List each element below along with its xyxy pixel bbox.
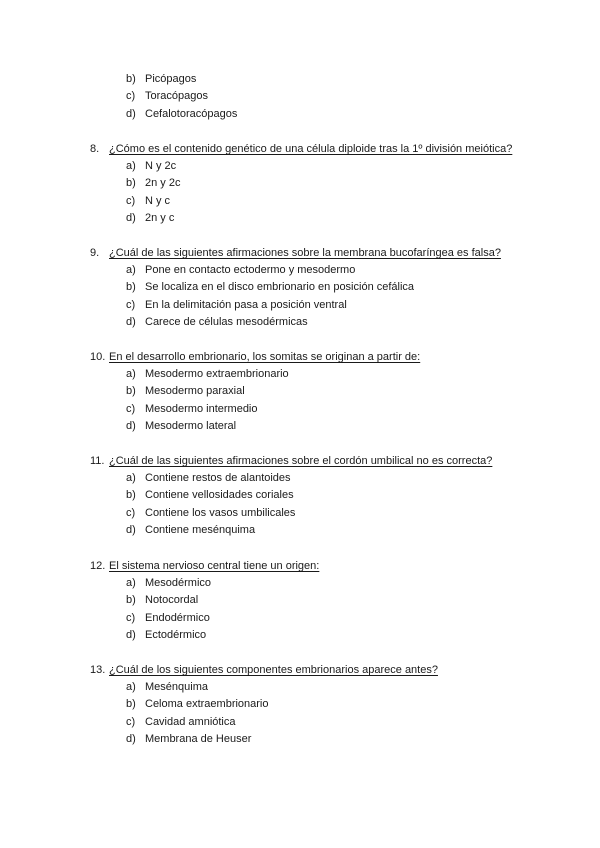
question-8 (0, 141, 600, 158)
option-text: Se localiza en el disco embrionario en posición cefálica (145, 281, 415, 294)
option-text: Mesodermo paraxial (145, 385, 245, 398)
question-11 (0, 453, 600, 470)
option-text: Cefalotoracópagos (145, 107, 238, 120)
option-text: Mesodermo intermedio (145, 402, 258, 415)
option-letter: a) (126, 681, 136, 693)
option-letter: d) (126, 107, 136, 120)
question-text: ¿Cuál de las siguientes afirmaciones sobre el cordón umbilical no es correcta? (109, 455, 493, 467)
option-text: Carece de células mesodérmicas (145, 316, 308, 329)
question-text: ¿Cuál de las siguientes afirmaciones sobre la membrana bucofaríngea es falsa? (109, 247, 501, 259)
option-text: Contiene restos de alantoides (145, 472, 291, 484)
option-text: N y c (145, 194, 171, 207)
question-9 (0, 245, 600, 262)
question-10 (0, 349, 600, 366)
question-number: 12. (90, 560, 106, 572)
question-text: ¿Cómo es el contenido genético de una célula diploide tras la 1º división meiótica? (109, 143, 513, 155)
option-letter: b) (126, 385, 136, 398)
option-text: Pone en contacto ectodermo y mesodermo (145, 264, 356, 276)
option-text: 2n y c (145, 212, 175, 225)
option-text: Endodérmico (145, 611, 210, 624)
option-letter: c) (126, 611, 136, 624)
question-13 (0, 662, 600, 679)
option-letter: c) (126, 194, 136, 207)
question-number: 11. (90, 455, 105, 467)
option-letter: d) (126, 316, 136, 329)
option-letter: a) (126, 264, 136, 276)
option-letter: c) (126, 506, 136, 519)
option-text: Celoma extraembrionario (145, 698, 269, 711)
option-letter: c) (126, 90, 136, 103)
option-letter: a) (126, 472, 136, 484)
option-letter: d) (126, 524, 136, 537)
option-text: N y 2c (145, 160, 177, 172)
question-text: ¿Cuál de los siguientes componentes embrionarios aparece antes? (109, 664, 438, 676)
option-letter: c) (126, 298, 136, 311)
option-text: Contiene mesénquima (145, 524, 256, 537)
option-text: Mesodermo extraembrionario (145, 368, 289, 380)
option-letter: a) (126, 368, 136, 380)
option-text: Mesodérmico (145, 577, 212, 589)
option-letter: d) (126, 733, 136, 746)
option-text: En la delimitación pasa a posición ventral (145, 298, 347, 311)
question-number: 10. (90, 351, 106, 363)
option-text: Cavidad amniótica (145, 715, 236, 728)
option-letter: b) (126, 281, 136, 294)
option-text: Notocordal (145, 594, 199, 607)
option-letter: a) (126, 577, 136, 589)
option-text: Mesodermo lateral (145, 420, 237, 433)
question-number: 13. (90, 664, 106, 676)
option-text: 2n y 2c (145, 177, 181, 190)
option-letter: a) (126, 160, 136, 172)
option-letter: c) (126, 715, 136, 728)
option-text: Contiene vellosidades coriales (145, 489, 294, 502)
option-letter: b) (126, 489, 136, 502)
option-letter: b) (126, 698, 136, 711)
option-text: Mesénquima (145, 681, 208, 693)
option-text: Picópagos (145, 73, 197, 85)
option-letter: d) (126, 212, 136, 225)
option-letter: d) (126, 629, 136, 642)
option-letter: b) (126, 177, 136, 190)
option-text: Contiene los vasos umbilicales (145, 506, 296, 519)
question-text: En el desarrollo embrionario, los somitas se originan a partir de: (109, 351, 421, 363)
question-text: El sistema nervioso central tiene un origen: (109, 560, 320, 572)
option-letter: b) (126, 594, 136, 607)
option-letter: d) (126, 420, 136, 433)
option-letter: c) (126, 402, 136, 415)
question-number: 8. (90, 143, 100, 155)
option-text: Membrana de Heuser (145, 733, 252, 746)
question-12 (0, 558, 600, 575)
option-letter: b) (126, 73, 136, 85)
option-text: Ectodérmico (145, 629, 207, 642)
question-number: 9. (90, 247, 100, 259)
option-text: Toracópagos (145, 90, 208, 103)
